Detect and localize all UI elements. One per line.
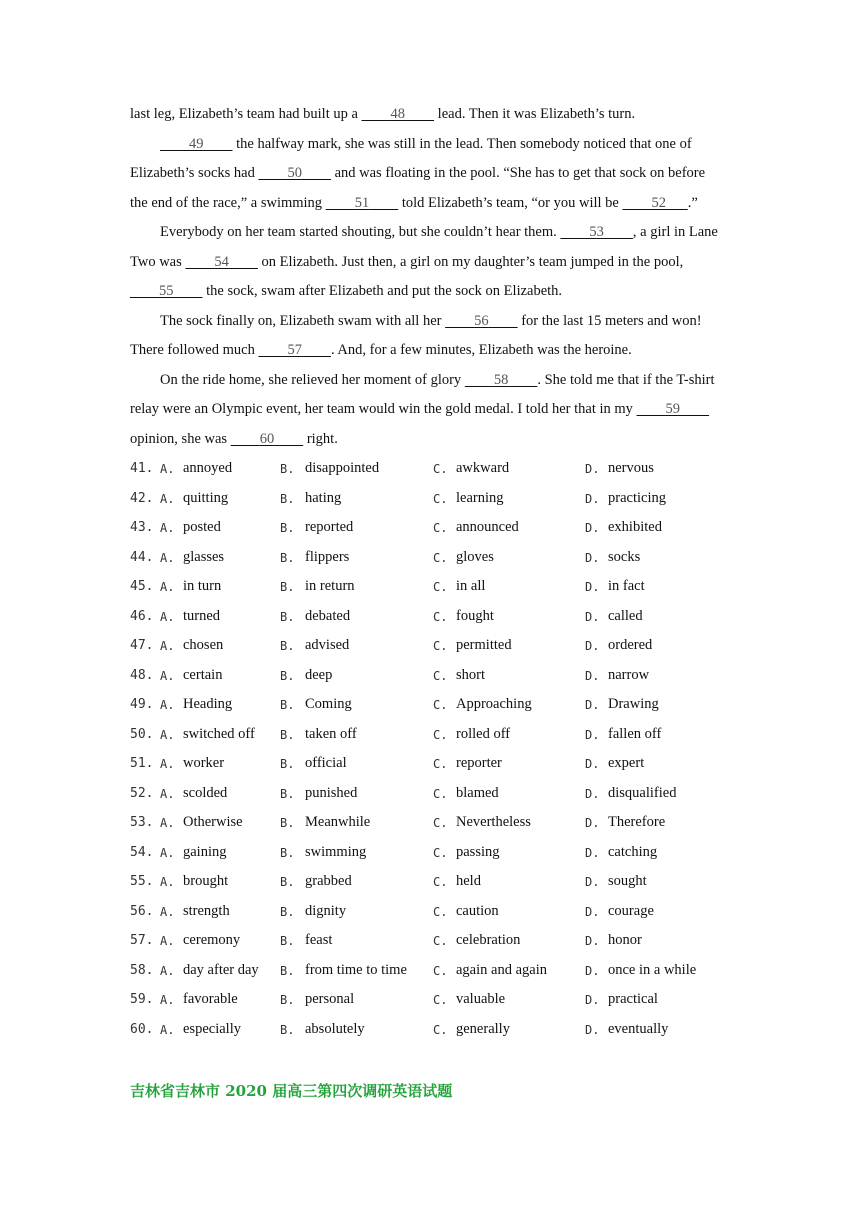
answer-blank[interactable] (637, 401, 710, 418)
passage-text: Everybody on her team started shouting, but she couldn’t hear them. (160, 224, 561, 240)
option-letter-c: C. (433, 668, 448, 683)
option-b[interactable]: grabbed (305, 873, 352, 889)
option-letter-b: B. (280, 668, 295, 683)
option-letter-c: C. (433, 845, 448, 860)
question-number: 54. (130, 844, 154, 860)
passage-text: , a girl in Lane (632, 224, 718, 240)
passage-text: lead. Then it was Elizabeth’s turn. (434, 106, 636, 122)
option-a[interactable]: Otherwise (183, 814, 243, 830)
option-letter-c: C. (433, 993, 448, 1007)
passage-text: and was floating in the pool. “She has to get that sock on before (330, 165, 706, 181)
option-c[interactable]: blamed (456, 784, 499, 801)
question-number: 52. (130, 785, 154, 801)
option-letter-b: B. (280, 727, 295, 742)
option-b[interactable]: personal (305, 991, 355, 1007)
option-letter-d: D. (585, 668, 600, 683)
option-letter-a: A. (160, 816, 175, 830)
question-number: 42. (130, 490, 154, 506)
question-number: 47. (130, 638, 154, 653)
option-a[interactable]: quitting (183, 489, 229, 506)
option-a[interactable]: turned (183, 607, 221, 624)
option-d[interactable]: fallen off (608, 725, 662, 742)
option-b[interactable]: debated (305, 607, 351, 624)
option-c[interactable]: awkward (456, 460, 510, 476)
blank-number: 52 (651, 194, 666, 211)
answer-blank[interactable] (185, 254, 258, 271)
option-b[interactable]: official (305, 755, 347, 771)
question-row (130, 578, 750, 598)
option-c[interactable]: caution (456, 902, 499, 919)
option-d[interactable]: once in a while (608, 961, 697, 978)
option-letter-c: C. (433, 904, 448, 919)
option-letter-d: D. (585, 1022, 600, 1037)
option-a[interactable]: in turn (183, 578, 222, 594)
passage-text: . And, for a few minutes, Elizabeth was the heroine. (330, 342, 632, 358)
option-b[interactable]: feast (305, 932, 333, 948)
option-b[interactable]: Meanwhile (305, 814, 371, 830)
passage-line (130, 431, 338, 448)
option-letter-c: C. (433, 875, 448, 889)
option-letter-b: B. (280, 757, 295, 771)
option-letter-a: A. (160, 580, 175, 594)
question-number: 51. (130, 756, 154, 771)
option-letter-c: C. (433, 786, 448, 801)
question-number: 45. (130, 579, 154, 594)
blank-number: 51 (354, 194, 370, 211)
option-letter-a: A. (160, 757, 175, 771)
question-row (130, 667, 750, 687)
question-number: 53. (130, 815, 154, 830)
option-a[interactable]: certain (183, 666, 223, 683)
passage-text: There followed much (130, 342, 259, 358)
option-a[interactable]: strength (183, 902, 230, 919)
option-b[interactable]: hating (305, 489, 342, 506)
option-c[interactable]: short (456, 666, 485, 683)
option-b[interactable]: absolutely (305, 1020, 365, 1037)
passage-line (130, 342, 632, 359)
option-c[interactable]: announced (456, 519, 519, 535)
option-d[interactable]: called (608, 607, 643, 624)
answer-blank[interactable] (445, 313, 518, 330)
question-number: 58. (130, 962, 154, 978)
option-c[interactable]: generally (456, 1020, 510, 1037)
option-a[interactable]: brought (183, 873, 229, 889)
answer-blank[interactable] (160, 136, 233, 153)
option-d[interactable]: practicing (608, 489, 666, 506)
option-d[interactable]: exhibited (608, 519, 662, 535)
option-letter-d: D. (585, 580, 600, 594)
option-letter-a: A. (160, 668, 175, 683)
option-letter-c: C. (433, 491, 448, 506)
option-c[interactable]: Approaching (456, 696, 532, 712)
option-a[interactable]: switched off (183, 725, 255, 742)
question-row (130, 696, 750, 716)
question-row (130, 726, 750, 746)
option-letter-c: C. (433, 609, 448, 624)
question-number: 41. (130, 461, 154, 476)
option-letter-a: A. (160, 845, 175, 860)
option-a[interactable]: annoyed (183, 460, 233, 476)
question-number: 50. (130, 726, 154, 742)
answer-blank[interactable] (231, 431, 304, 448)
blank-number: 58 (493, 371, 509, 388)
option-b[interactable]: advised (305, 637, 350, 653)
option-b[interactable]: Coming (305, 696, 352, 712)
passage-text: Two was (130, 253, 186, 270)
option-letter-c: C. (433, 639, 448, 653)
option-b[interactable]: punished (305, 784, 358, 801)
blank-number: 59 (665, 401, 681, 417)
option-letter-b: B. (280, 993, 295, 1007)
option-a[interactable]: Heading (183, 696, 233, 712)
option-a[interactable]: especially (183, 1020, 241, 1037)
option-a[interactable]: scolded (183, 784, 228, 801)
blank-number: 50 (287, 165, 302, 181)
option-letter-c: C. (433, 698, 448, 712)
question-row (130, 932, 750, 952)
answer-blank[interactable] (326, 195, 399, 212)
option-a[interactable]: glasses (183, 548, 225, 565)
option-letter-c: C. (433, 934, 448, 948)
option-letter-b: B. (280, 491, 295, 506)
option-letter-b: B. (280, 845, 295, 860)
passage-text: told Elizabeth’s team, “or you will be (398, 194, 623, 211)
option-letter-a: A. (160, 963, 175, 978)
option-letter-d: D. (585, 875, 600, 889)
option-c[interactable]: Nevertheless (456, 814, 531, 830)
passage-text: . She told me that if the T-shirt (537, 371, 715, 388)
blank-number: 60 (259, 430, 275, 447)
question-row (130, 519, 750, 539)
next-exam-title: 吉林省吉林市 2020 届高三第四次调研英语试题 (130, 1082, 453, 1100)
option-c[interactable]: fought (456, 607, 494, 624)
question-row (130, 844, 750, 864)
answer-blank[interactable] (130, 283, 203, 300)
option-letter-a: A. (160, 875, 175, 889)
option-c[interactable]: passing (456, 843, 500, 860)
question-row (130, 903, 750, 923)
passage-text: The sock finally on, Elizabeth swam with all her (160, 312, 446, 329)
option-c[interactable]: in all (456, 578, 486, 594)
option-a[interactable]: favorable (183, 991, 238, 1007)
option-letter-d: D. (585, 698, 600, 712)
option-letter-b: B. (280, 580, 295, 594)
question-row (130, 873, 750, 893)
passage-line (160, 372, 715, 389)
passage-text: .” (687, 194, 698, 211)
question-number: 43. (130, 520, 154, 535)
question-row (130, 608, 750, 628)
blank-number: 55 (159, 283, 174, 299)
option-c[interactable]: valuable (456, 991, 506, 1007)
option-letter-a: A. (160, 491, 175, 506)
question-row (130, 1021, 750, 1041)
answer-blank[interactable] (258, 342, 331, 359)
option-c[interactable]: celebration (456, 932, 521, 948)
option-c[interactable]: learning (456, 489, 504, 506)
option-d[interactable]: in fact (608, 578, 645, 594)
option-letter-a: A. (160, 1022, 175, 1037)
question-row (130, 962, 750, 982)
option-letter-d: D. (585, 845, 600, 860)
passage-line (160, 224, 718, 241)
option-a[interactable]: day after day (183, 961, 259, 978)
option-letter-b: B. (280, 1022, 295, 1037)
option-letter-b: B. (280, 550, 295, 565)
option-c[interactable]: reporter (456, 755, 502, 771)
option-a[interactable]: chosen (183, 637, 224, 653)
passage-text: Elizabeth’s socks had (130, 165, 259, 181)
option-letter-c: C. (433, 550, 448, 565)
option-d[interactable]: eventually (608, 1020, 669, 1037)
option-letter-a: A. (160, 639, 175, 653)
option-letter-b: B. (280, 816, 295, 830)
blank-number: 49 (189, 135, 204, 152)
option-letter-c: C. (433, 580, 448, 594)
question-row (130, 991, 750, 1011)
passage-text: last leg, Elizabeth’s team had built up a (130, 106, 362, 122)
question-row (130, 460, 750, 480)
option-c[interactable]: held (456, 873, 481, 889)
question-number: 57. (130, 933, 154, 948)
option-letter-b: B. (280, 609, 295, 624)
question-number: 44. (130, 549, 154, 565)
question-row (130, 549, 750, 569)
option-letter-b: B. (280, 462, 295, 476)
option-letter-d: D. (585, 521, 600, 535)
option-d[interactable]: narrow (608, 666, 650, 683)
passage-line (130, 283, 562, 300)
option-letter-d: D. (585, 757, 600, 771)
option-b[interactable]: in return (305, 578, 355, 594)
option-letter-a: A. (160, 609, 175, 624)
passage-line (130, 165, 705, 182)
option-d[interactable]: disqualified (608, 784, 677, 801)
passage-text: On the ride home, she relieved her moment of glory (160, 371, 465, 388)
passage-text: the halfway mark, she was still in the lead. Then somebody noticed that one of (232, 135, 692, 152)
passage-text: right. (303, 430, 338, 447)
option-b[interactable]: taken off (305, 725, 357, 742)
question-row (130, 490, 750, 510)
option-letter-a: A. (160, 786, 175, 801)
option-letter-a: A. (160, 698, 175, 712)
option-b[interactable]: flippers (305, 548, 350, 565)
option-c[interactable]: gloves (456, 548, 494, 565)
passage-text: for the last 15 meters and won! (517, 312, 702, 329)
answer-blank[interactable] (622, 195, 687, 212)
passage-line (160, 313, 702, 330)
option-c[interactable]: again and again (456, 961, 547, 978)
option-letter-d: D. (585, 609, 600, 624)
passage-text: opinion, she was (130, 430, 231, 447)
option-letter-b: B. (280, 521, 295, 535)
answer-blank[interactable] (465, 372, 538, 389)
option-letter-c: C. (433, 963, 448, 978)
option-c[interactable]: permitted (456, 637, 512, 653)
option-c[interactable]: rolled off (456, 725, 511, 742)
option-letter-b: B. (280, 875, 295, 889)
passage-text: on Elizabeth. Just then, a girl on my daughter’s team jumped in the pool, (257, 253, 684, 270)
answer-blank[interactable] (362, 106, 435, 123)
option-letter-b: B. (280, 698, 295, 712)
option-letter-c: C. (433, 462, 448, 476)
passage-line (130, 401, 709, 418)
question-number: 59. (130, 992, 154, 1007)
option-letter-b: B. (280, 934, 295, 948)
question-number: 46. (130, 608, 154, 624)
option-letter-d: D. (585, 786, 600, 801)
option-letter-d: D. (585, 993, 600, 1007)
option-letter-b: B. (280, 904, 295, 919)
option-letter-a: A. (160, 934, 175, 948)
answer-blank[interactable] (258, 165, 331, 182)
question-row (130, 637, 750, 657)
option-letter-a: A. (160, 521, 175, 535)
question-number: 60. (130, 1021, 154, 1037)
option-a[interactable]: posted (183, 519, 221, 535)
option-letter-b: B. (280, 639, 295, 653)
option-b[interactable]: disappointed (305, 460, 380, 476)
blank-number: 57 (287, 342, 302, 358)
option-letter-c: C. (433, 1022, 448, 1037)
option-b[interactable]: deep (305, 666, 333, 683)
option-letter-d: D. (585, 904, 600, 919)
option-a[interactable]: ceremony (183, 932, 241, 948)
option-letter-d: D. (585, 462, 600, 476)
option-b[interactable]: reported (305, 519, 354, 535)
option-letter-d: D. (585, 963, 600, 978)
answer-blank[interactable] (560, 224, 633, 241)
option-d[interactable]: nervous (608, 460, 654, 476)
option-d[interactable]: expert (608, 755, 645, 771)
passage-line (130, 254, 683, 271)
option-letter-b: B. (280, 786, 295, 801)
option-letter-b: B. (280, 963, 295, 978)
option-letter-a: A. (160, 462, 175, 476)
blank-number: 54 (214, 253, 229, 270)
option-d[interactable]: Therefore (608, 814, 666, 830)
option-letter-a: A. (160, 904, 175, 919)
option-d[interactable]: ordered (608, 637, 653, 653)
question-number: 48. (130, 667, 154, 683)
option-letter-c: C. (433, 816, 448, 830)
passage-line (160, 136, 692, 153)
blank-number: 53 (589, 224, 604, 240)
option-b[interactable]: dignity (305, 902, 347, 919)
option-letter-d: D. (585, 550, 600, 565)
option-letter-d: D. (585, 491, 600, 506)
option-a[interactable]: gaining (183, 843, 227, 860)
option-letter-a: A. (160, 993, 175, 1007)
option-letter-d: D. (585, 727, 600, 742)
question-number: 49. (130, 697, 154, 712)
option-d[interactable]: honor (608, 932, 642, 948)
option-a[interactable]: worker (183, 755, 225, 771)
option-d[interactable]: socks (608, 548, 641, 565)
passage-text: the end of the race,” a swimming (130, 194, 326, 211)
passage-line (130, 106, 635, 123)
question-number: 55. (130, 874, 154, 889)
option-d[interactable]: courage (608, 902, 654, 919)
option-letter-c: C. (433, 757, 448, 771)
option-b[interactable]: from time to time (305, 961, 407, 978)
option-letter-d: D. (585, 816, 600, 830)
blank-number: 56 (474, 312, 489, 329)
option-letter-c: C. (433, 727, 448, 742)
passage-text: relay were an Olympic event, her team would win the gold medal. I told her that in my (130, 401, 637, 417)
option-d[interactable]: practical (608, 991, 658, 1007)
question-row (130, 755, 750, 775)
passage-line (130, 195, 698, 212)
passage-text: the sock, swam after Elizabeth and put the sock on Elizabeth. (202, 283, 563, 299)
option-d[interactable]: sought (608, 873, 647, 889)
option-b[interactable]: swimming (305, 843, 367, 860)
option-letter-a: A. (160, 550, 175, 565)
option-d[interactable]: catching (608, 843, 658, 860)
option-letter-c: C. (433, 521, 448, 535)
question-number: 56. (130, 903, 154, 919)
option-letter-d: D. (585, 934, 600, 948)
option-letter-d: D. (585, 639, 600, 653)
option-letter-a: A. (160, 727, 175, 742)
question-row (130, 814, 750, 834)
option-d[interactable]: Drawing (608, 696, 659, 712)
blank-number: 48 (390, 106, 406, 122)
question-row (130, 785, 750, 805)
